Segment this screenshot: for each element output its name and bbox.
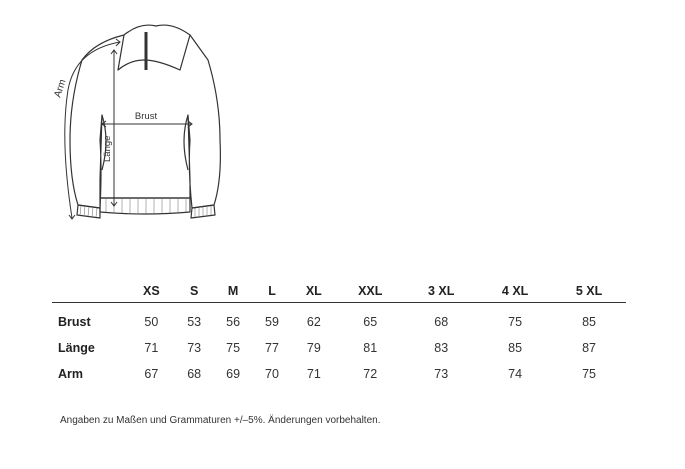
- table-cell: 53: [187, 315, 202, 329]
- table-cell: 74: [508, 367, 523, 381]
- table-cell: 75: [508, 315, 523, 329]
- table-cell: 87: [582, 341, 596, 355]
- table-cell: 50: [144, 315, 159, 329]
- table-cell: 81: [363, 341, 378, 355]
- table-cell: 62: [306, 315, 321, 329]
- footnote: Angaben zu Maßen und Grammaturen +/–5%. Änderungen vorbehalten.: [60, 415, 381, 426]
- table-cell: 83: [434, 341, 449, 355]
- table-cell: 73: [187, 341, 202, 355]
- brust-label: Brust: [134, 111, 158, 122]
- size-col-header: XS: [128, 280, 175, 303]
- size-col-header: XXL: [336, 280, 404, 303]
- table-cell: 85: [508, 341, 523, 355]
- size-col-header: M: [214, 280, 253, 303]
- table-cell: 69: [226, 367, 241, 381]
- table-cell: 56: [226, 315, 241, 329]
- laenge-label: Länge: [102, 135, 113, 162]
- size-table: [52, 280, 626, 387]
- row-label: Brust: [58, 315, 91, 329]
- size-header-row: [52, 280, 626, 303]
- table-cell: 68: [187, 367, 202, 381]
- table-row: [52, 303, 626, 336]
- table-row: [52, 335, 626, 361]
- row-label: Arm: [58, 367, 84, 381]
- size-col-header: S: [175, 280, 214, 303]
- table-cell: 65: [363, 315, 378, 329]
- size-col-header: 4 XL: [478, 280, 552, 303]
- arm-label: Arm: [52, 78, 69, 99]
- sweater-illustration: [40, 20, 250, 230]
- size-col-header: 5 XL: [552, 280, 626, 303]
- table-cell: 71: [306, 367, 321, 381]
- table-cell: 68: [434, 315, 449, 329]
- table-cell: 75: [582, 367, 596, 381]
- table-cell: 79: [306, 341, 321, 355]
- table-cell: 72: [363, 367, 378, 381]
- size-col-header: L: [253, 280, 292, 303]
- table-cell: 71: [144, 341, 159, 355]
- table-cell: 85: [582, 315, 596, 329]
- table-cell: 67: [144, 367, 159, 381]
- size-col-header: XL: [291, 280, 336, 303]
- row-label: Länge: [58, 341, 95, 355]
- garment-diagram: [40, 20, 250, 230]
- table-cell: 70: [265, 367, 279, 381]
- table-cell: 77: [265, 341, 279, 355]
- table-cell: 59: [265, 315, 279, 329]
- table-row: [52, 361, 626, 387]
- table-cell: 75: [226, 341, 241, 355]
- header-corner: [52, 280, 128, 303]
- size-col-header: 3 XL: [404, 280, 478, 303]
- table-cell: 73: [434, 367, 449, 381]
